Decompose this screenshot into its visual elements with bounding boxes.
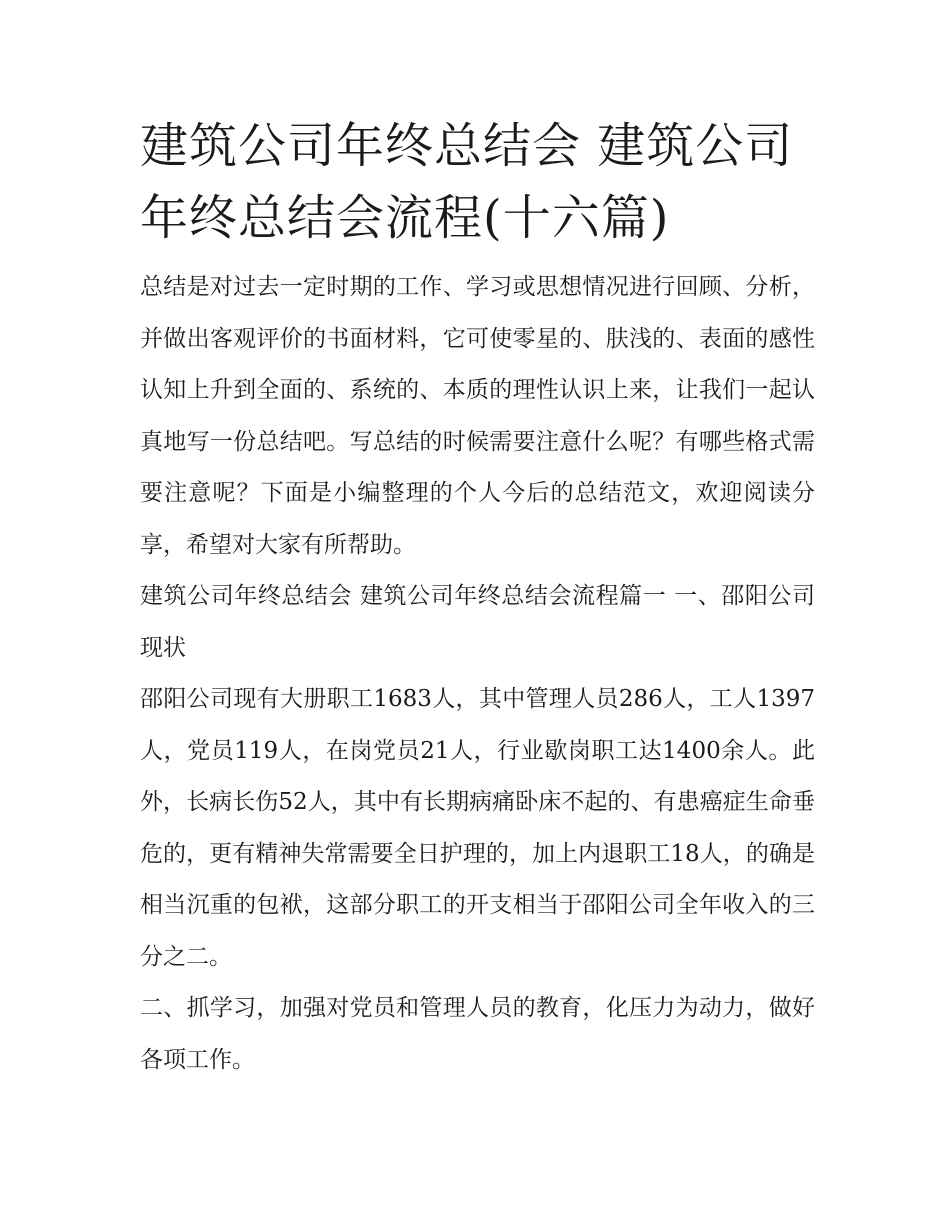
section-two-paragraph: 二、抓学习，加强对党员和管理人员的教育，化压力为动力，做好各项工作。: [140, 995, 815, 1073]
document-title: 建筑公司年终总结会 建筑公司年终总结会流程(十六篇): [140, 118, 794, 246]
intro-paragraph: 总结是对过去一定时期的工作、学习或思想情况进行回顾、分析，并做出客观评价的书面材料，它可使零星的、肤浅的、表面的感性认知上升到全面的、系统的、本质的理性认识上来，让我们一起认真地写一份总结吧。写总结的时候需要注意什么呢？有哪些格式需要注意呢？下面是小编整理的个人今后的总结范文，欢迎阅读分享，希望对大家有所帮助。: [140, 274, 815, 558]
section-heading-paragraph: 建筑公司年终总结会 建筑公司年终总结会流程篇一 一、邵阳公司现状: [140, 583, 815, 661]
company-status-paragraph: 邵阳公司现有大册职工1683人，其中管理人员286人，工人1397人，党员119人，在岗党员21人，行业歇岗职工达1400余人。此外，长病长伤52人，其中有长期病痛卧床不起的、有患癌症生命垂危的，更有精神失常需要全日护理的，加上内退职工18人，的确是相当沉重的包袱，这部分职工的开支相当于邵阳公司全年收入的三分之二。: [140, 686, 815, 970]
document-body: [140, 110, 815, 1086]
